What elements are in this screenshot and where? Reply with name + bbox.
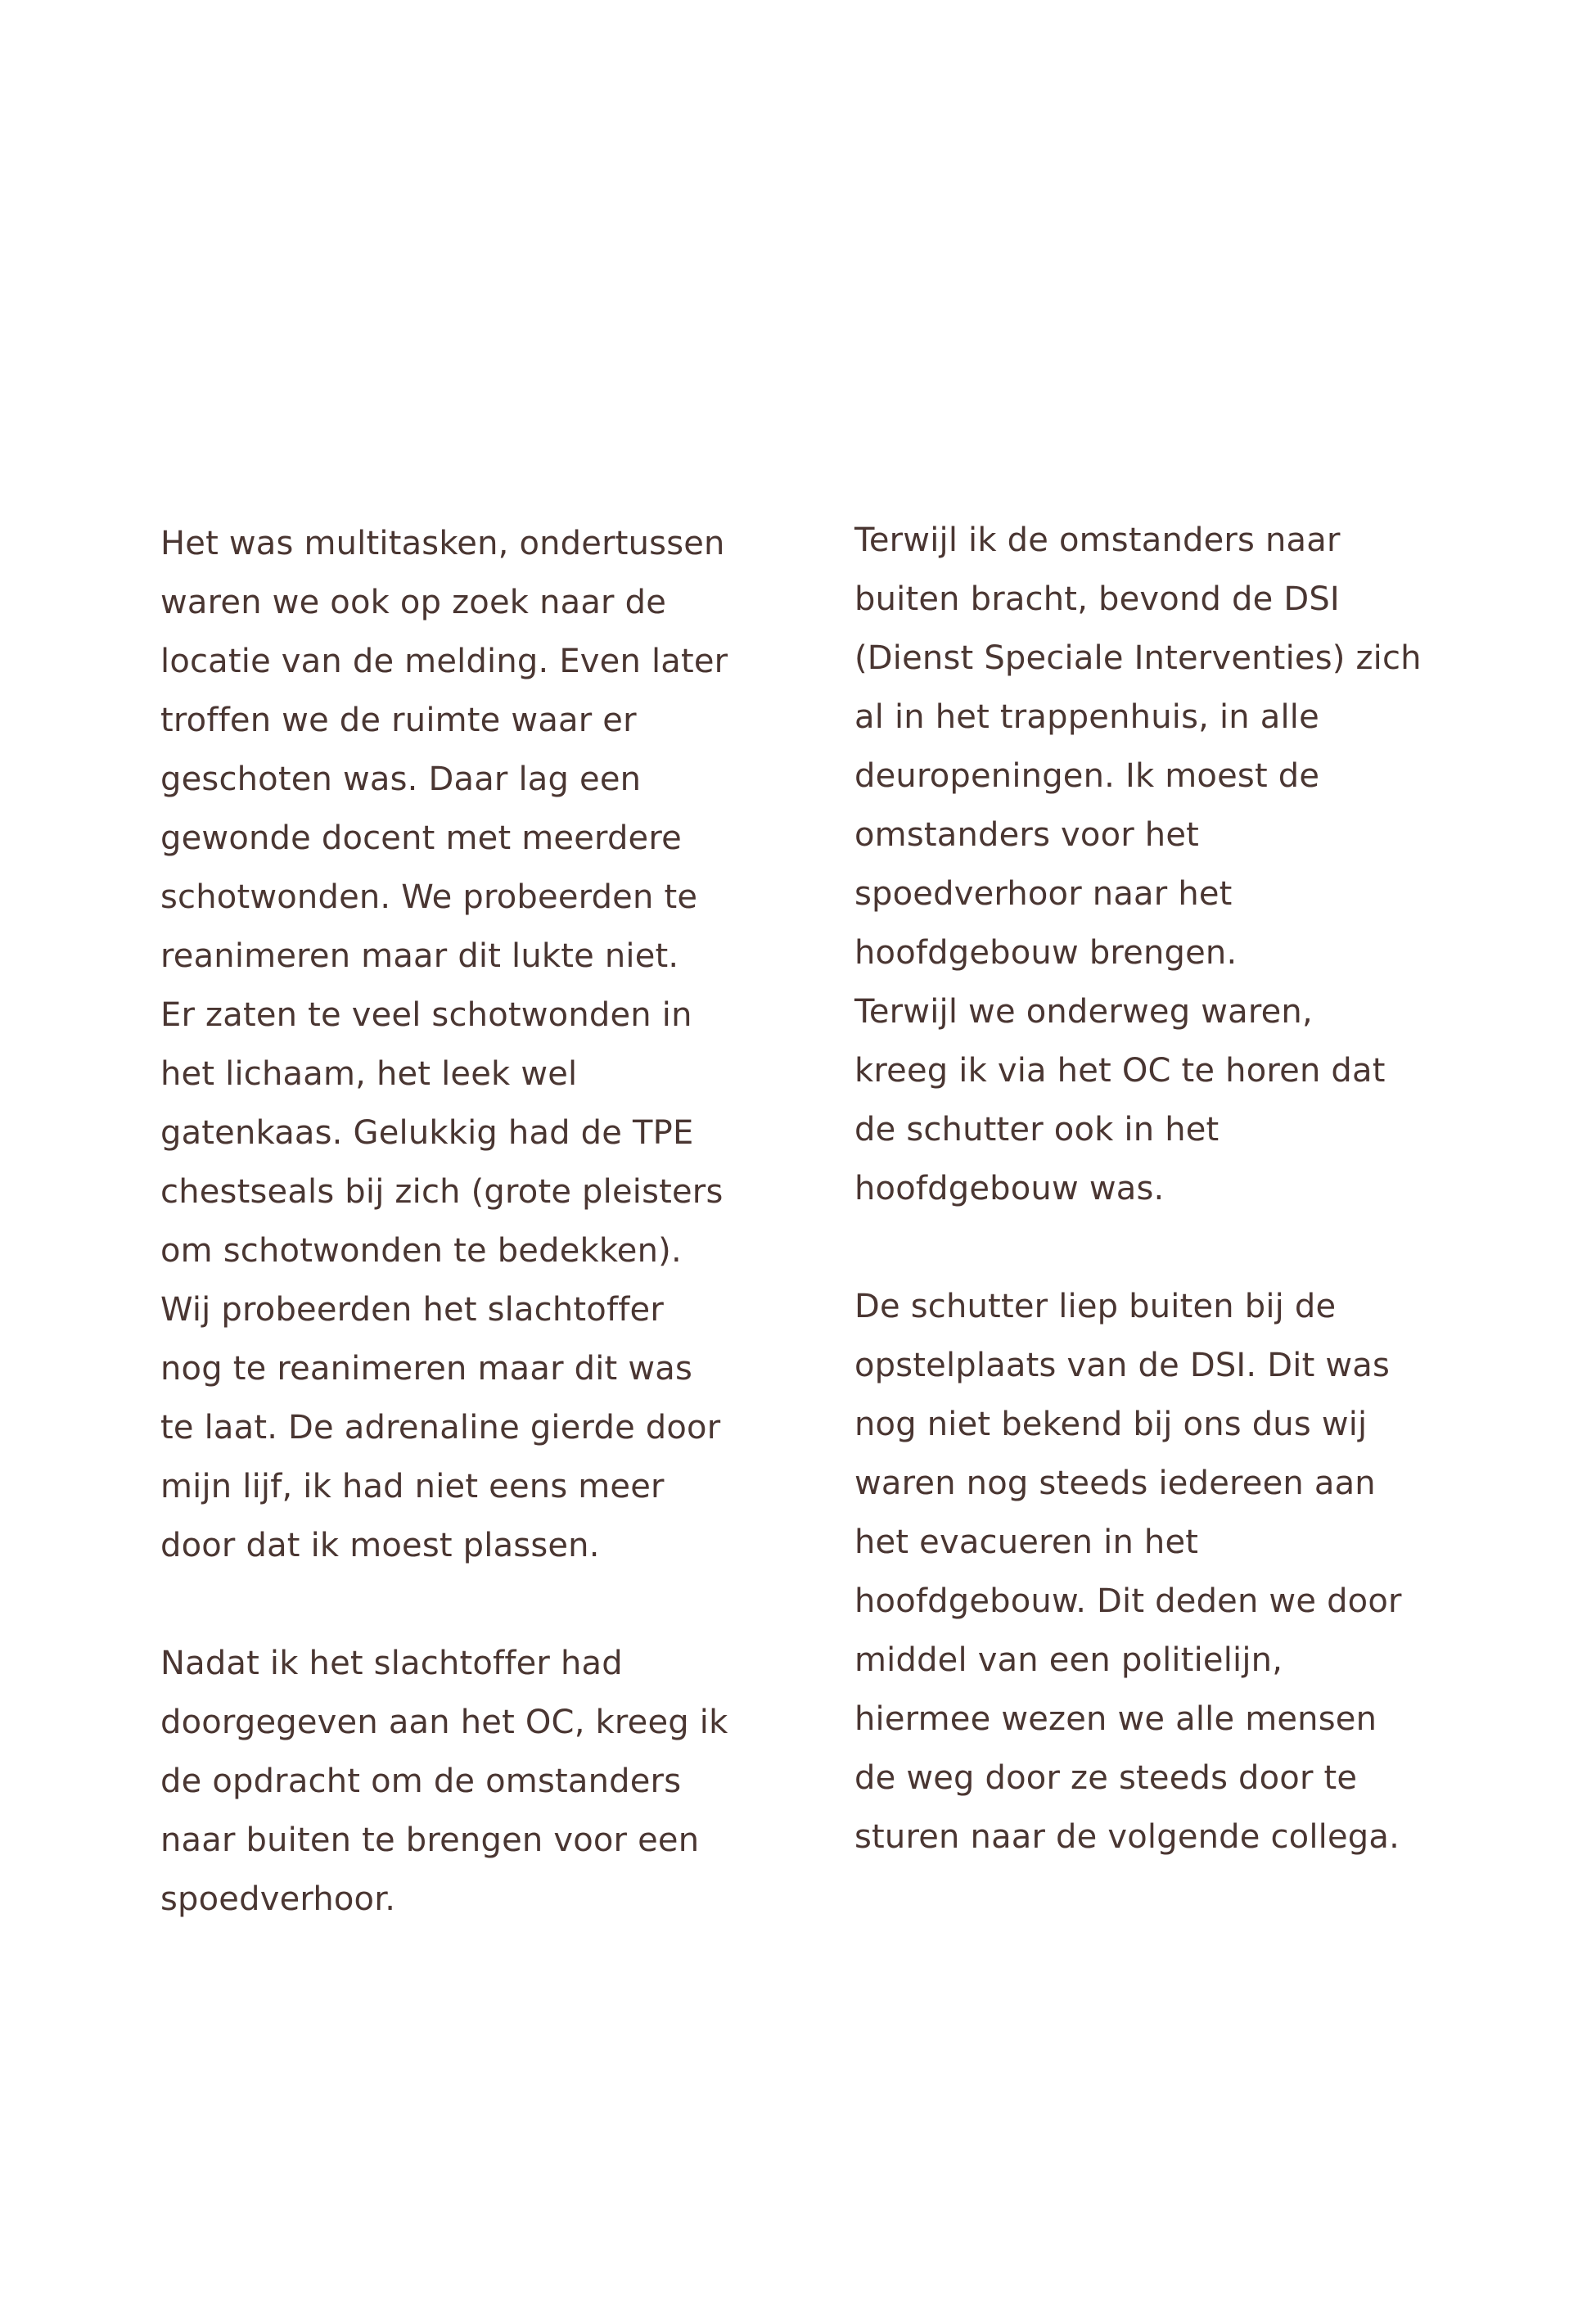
text-line: locatie van de melding. Even later xyxy=(160,643,728,680)
paragraph-gap xyxy=(854,1218,1477,1277)
text-line: om schotwonden te bedekken). xyxy=(160,1232,682,1270)
text-line: al in het trappenhuis, in alle xyxy=(854,698,1319,736)
text-line: nog niet bekend bij ons dus wij xyxy=(854,1406,1368,1443)
text-line: Nadat ik het slachtoffer had xyxy=(160,1645,623,1682)
paragraph-gap xyxy=(160,1575,782,1634)
text-line: waren nog steeds iedereen aan xyxy=(854,1465,1376,1502)
paragraph xyxy=(854,511,1477,1218)
text-line: schotwonden. We probeerden te xyxy=(160,878,698,916)
text-line: gewonde docent met meerdere xyxy=(160,819,682,857)
text-line: buiten bracht, bevond de DSI xyxy=(854,580,1340,618)
text-line: omstanders voor het xyxy=(854,816,1200,854)
text-line: Terwijl we onderweg waren, xyxy=(854,993,1313,1031)
text-line: spoedverhoor. xyxy=(160,1880,396,1918)
text-line: Terwijl ik de omstanders naar xyxy=(854,521,1341,559)
text-line: het evacueren in het xyxy=(854,1523,1199,1561)
text-line: troffen we de ruimte waar er xyxy=(160,702,637,739)
paragraph xyxy=(854,1277,1477,1866)
text-line: hoofdgebouw brengen. xyxy=(854,934,1238,972)
text-line: mijn lijf, ik had niet eens meer xyxy=(160,1468,665,1505)
text-line: opstelplaats van de DSI. Dit was xyxy=(854,1347,1391,1384)
text-line: geschoten was. Daar lag een xyxy=(160,761,642,798)
text-line: chestseals bij zich (grote pleisters xyxy=(160,1173,724,1211)
text-line: spoedverhoor naar het xyxy=(854,875,1233,913)
text-line: de weg door ze steeds door te xyxy=(854,1759,1358,1797)
text-line: middel van een politielijn, xyxy=(854,1641,1283,1679)
text-line: sturen naar de volgende collega. xyxy=(854,1818,1400,1856)
paragraph xyxy=(160,1634,782,1929)
text-line: De schutter liep buiten bij de xyxy=(854,1288,1337,1325)
text-line: Het was multitasken, ondertussen xyxy=(160,525,725,562)
text-line: hoofdgebouw was. xyxy=(854,1170,1165,1207)
text-line: door dat ik moest plassen. xyxy=(160,1527,600,1564)
text-line: de opdracht om de omstanders xyxy=(160,1763,682,1800)
text-line: (Dienst Speciale Interventies) zich xyxy=(854,639,1422,677)
right-text-column xyxy=(854,511,1477,1866)
text-line: kreeg ik via het OC te horen dat xyxy=(854,1052,1386,1090)
text-line: het lichaam, het leek wel xyxy=(160,1055,578,1093)
text-line: waren we ook op zoek naar de xyxy=(160,584,667,621)
text-line: reanimeren maar dit lukte niet. xyxy=(160,937,679,975)
left-text-column xyxy=(160,514,782,1929)
text-line: te laat. De adrenaline gierde door xyxy=(160,1409,721,1447)
text-line: naar buiten te brengen voor een xyxy=(160,1821,700,1859)
text-line: doorgegeven aan het OC, kreeg ik xyxy=(160,1704,728,1741)
text-line: de schutter ook in het xyxy=(854,1111,1220,1149)
text-line: Er zaten te veel schotwonden in xyxy=(160,996,692,1034)
text-line: nog te reanimeren maar dit was xyxy=(160,1350,693,1388)
text-line: Wij probeerden het slachtoffer xyxy=(160,1291,665,1329)
text-line: gatenkaas. Gelukkig had de TPE xyxy=(160,1114,694,1152)
text-line: hiermee wezen we alle mensen xyxy=(854,1700,1377,1738)
text-line: hoofdgebouw. Dit deden we door xyxy=(854,1582,1402,1620)
paragraph xyxy=(160,514,782,1575)
text-line: deuropeningen. Ik moest de xyxy=(854,757,1320,795)
